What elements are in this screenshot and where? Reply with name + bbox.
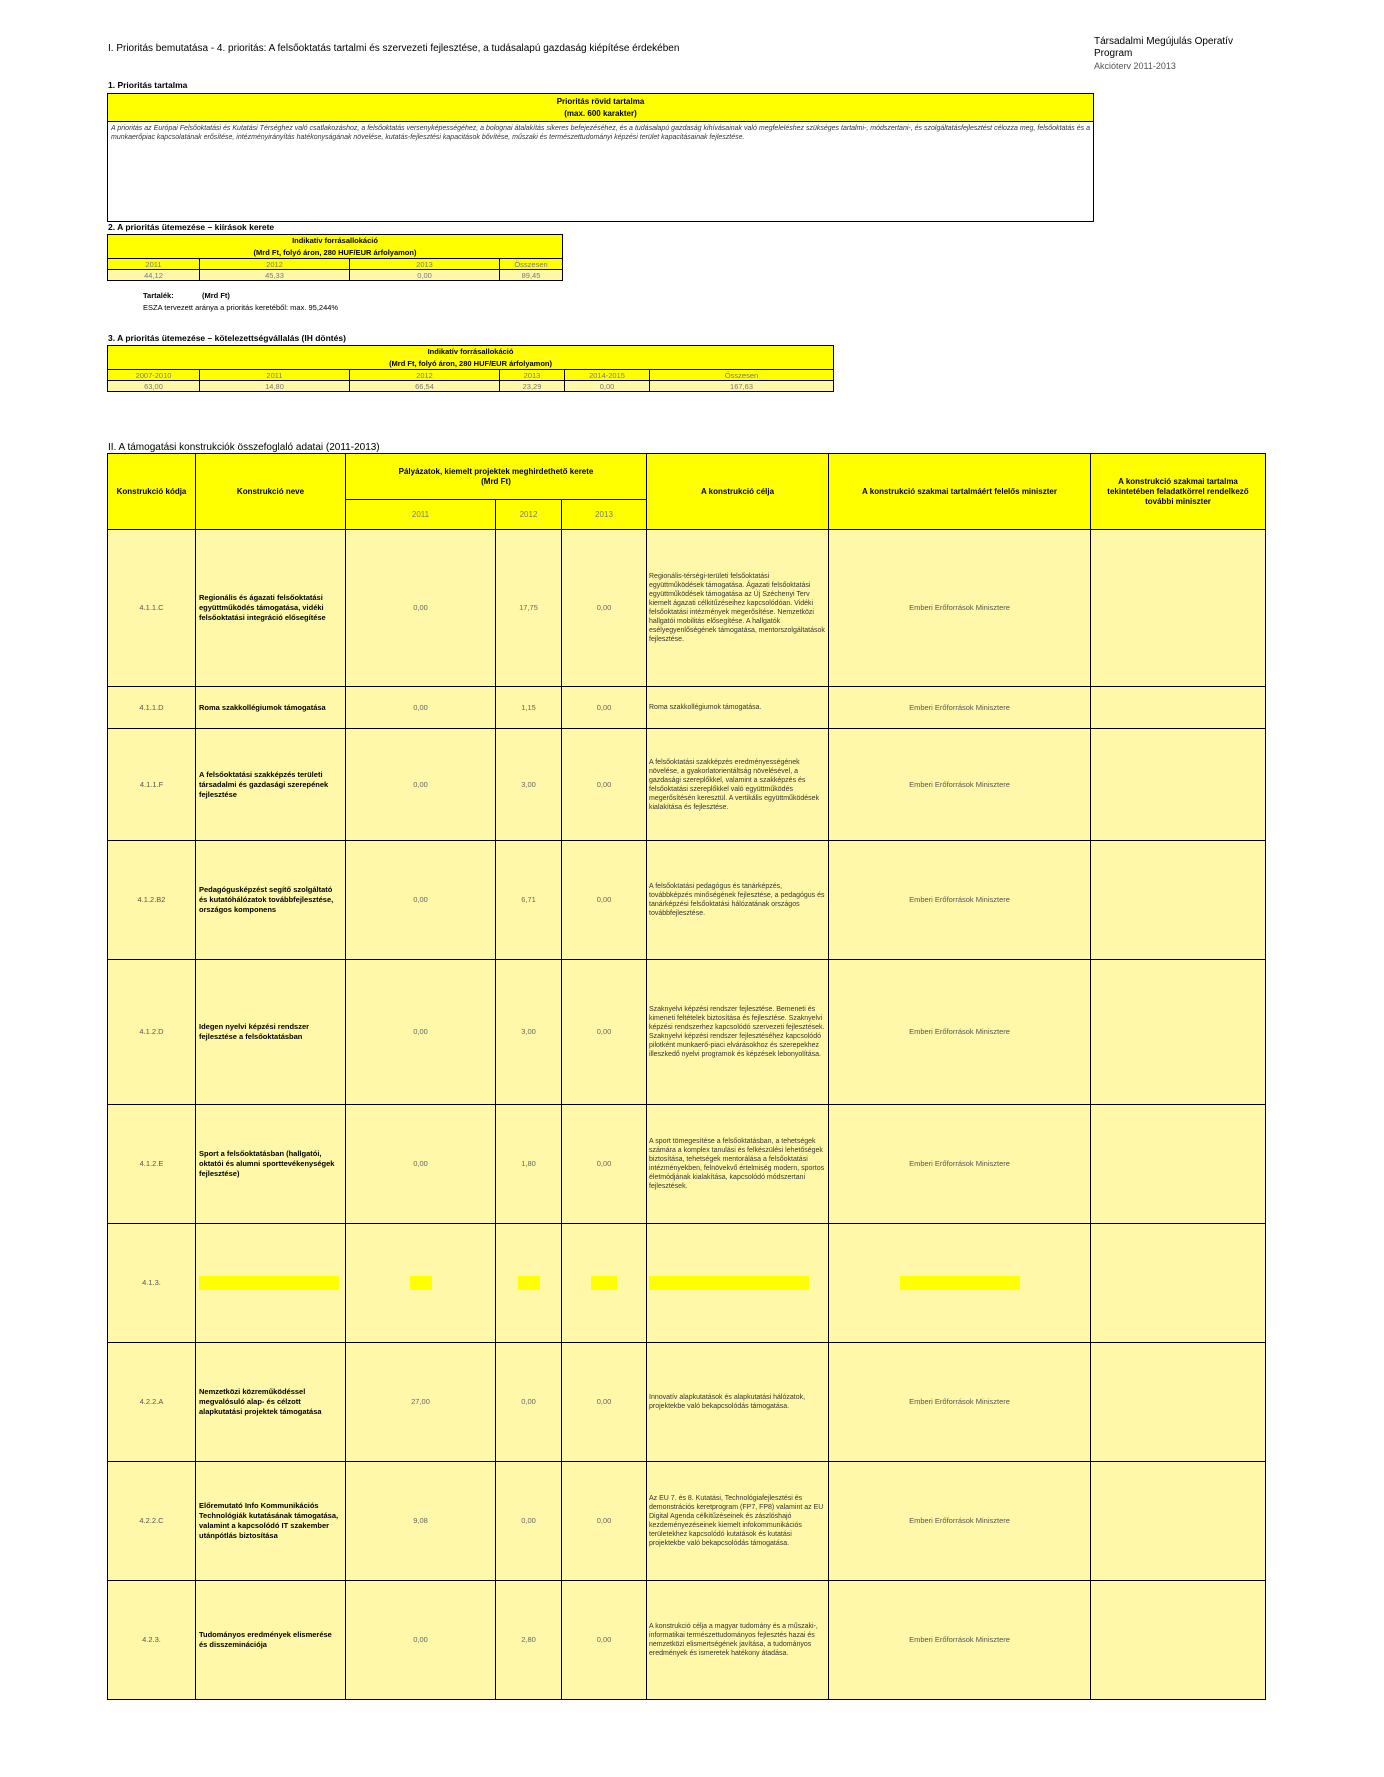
section2-value: 89,45 — [500, 270, 563, 281]
col-year-header: 2012 — [496, 500, 562, 530]
priority-content-box — [107, 93, 1094, 222]
code-cell: 4.2.3. — [108, 1581, 196, 1700]
table-row — [108, 1224, 1266, 1343]
section3-head1: Indikatív forrásallokáció — [108, 346, 834, 358]
value-2012-cell: 6,71 — [496, 841, 562, 960]
table-row — [108, 1581, 1266, 1700]
other-minister-cell — [1091, 687, 1266, 729]
value-2013-cell: 0,00 — [562, 1462, 647, 1581]
value-2012-cell: 0,00 — [496, 1343, 562, 1462]
value-2012-cell: 1,15 — [496, 687, 562, 729]
other-minister-cell — [1091, 530, 1266, 687]
priority-content-text: A prioritás az Európai Felsőoktatási és Kutatási Térséghez való csatlakozáshoz, a felsőoktatás versenyképességéhez, a bolognai átalakítás sikeres befejezéséhez, és a tudásalapú gazdaság kihívásainak való megfeleléshez szükséges tartalmi-, módszertani-, és szolgáltatásfejlesztést célozza meg, felsőoktatás és a munkaerőpiac kapcsolatának erősítése, intézményirányítás hatékonyságának növelése, kutatás-fejlesztési kapacitások bővítése, műszaki és természettudományi képzési terület kapacitásainak fejlesztése. — [111, 125, 1090, 141]
col-code-header: Konstrukció kódja — [108, 454, 196, 530]
minister-cell: Emberi Erőforrások Minisztere — [829, 530, 1091, 687]
value-2011-cell: 0,00 — [346, 1581, 496, 1700]
code-cell: 4.1.2.E — [108, 1105, 196, 1224]
section4-title: II. A támogatási konstrukciók összefoglaló adatai (2011-2013) — [108, 442, 380, 453]
table-row — [108, 1105, 1266, 1224]
other-minister-cell — [1091, 729, 1266, 841]
goal-cell: A konstrukció célja a magyar tudomány és a műszaki-, informatikai természettudományos fejlesztés hazai és nemzetközi elismertségének javítása, a tudományos eredmények és ismeretek hatékony átadása. — [647, 1581, 829, 1700]
other-minister-cell — [1091, 1462, 1266, 1581]
section3-table — [107, 345, 834, 392]
code-cell: 4.1.2.B2 — [108, 841, 196, 960]
value-2013-cell: 0,00 — [562, 530, 647, 687]
goal-cell: A sport tömegesítése a felsőoktatásban, a tehetségek számára a komplex tanulási és felkészülési lehetőségek biztosítása, tehetségek mentorálása a felsőoktatási intézményekben, felnövekvő értelmiség modern, sportos életmódjának kialakítása, kapcsolódó módszertani fejlesztések. — [647, 1105, 829, 1224]
value-2012-cell — [496, 1224, 562, 1343]
goal-cell: A felsőoktatási pedagógus és tanárképzés, továbbképzés minőségének fejlesztése, a pedagógus és tanárképzési felsőoktatási hálózatának országos továbbfejlesztése. — [647, 841, 829, 960]
minister-cell: Emberi Erőforrások Minisztere — [829, 1462, 1091, 1581]
goal-cell: Roma szakkollégiumok támogatása. — [647, 687, 829, 729]
table-row — [108, 841, 1266, 960]
priority-content-header — [108, 94, 1093, 122]
page-title: I. Prioritás bemutatása - 4. prioritás: A felsőoktatás tartalmi és szervezeti fejlesztése, a tudásalapú gazdaság kiépítése érdekében — [108, 43, 680, 54]
value-2012-cell: 3,00 — [496, 960, 562, 1105]
name-cell: Tudományos eredmények elismerése és disszeminációja — [196, 1581, 346, 1700]
value-2012-cell: 17,75 — [496, 530, 562, 687]
col-year-header: 2011 — [346, 500, 496, 530]
action-plan-label: Akcióterv 2011-2013 — [1094, 61, 1176, 71]
minister-cell: Emberi Erőforrások Minisztere — [829, 960, 1091, 1105]
table-row — [108, 530, 1266, 687]
section3-value: 63,00 — [108, 381, 200, 392]
minister-cell: Emberi Erőforrások Minisztere — [829, 1343, 1091, 1462]
value-2012-cell: 3,00 — [496, 729, 562, 841]
name-cell: Sport a felsőoktatásban (hallgatói, oktatói és alumni sporttevékenységek fejlesztése) — [196, 1105, 346, 1224]
code-cell: 4.2.2.C — [108, 1462, 196, 1581]
name-cell: Előremutató Info Kommunikációs Technológiák kutatásának támogatása, valamint a kapcsolódó IT szakember utánpótlás biztosítása — [196, 1462, 346, 1581]
code-cell: 4.1.1.D — [108, 687, 196, 729]
value-2013-cell: 0,00 — [562, 729, 647, 841]
value-2011-cell: 9,08 — [346, 1462, 496, 1581]
reserve-unit: (Mrd Ft) — [202, 291, 230, 300]
minister-cell: Emberi Erőforrások Minisztere — [829, 841, 1091, 960]
value-2013-cell: 0,00 — [562, 841, 647, 960]
value-2011-cell: 0,00 — [346, 841, 496, 960]
program-name-line2: Program — [1094, 48, 1133, 59]
code-cell: 4.1.3. — [108, 1224, 196, 1343]
value-2012-cell: 0,00 — [496, 1462, 562, 1581]
value-2011-cell: 27,00 — [346, 1343, 496, 1462]
section2-col: 2013 — [350, 259, 500, 270]
minister-cell — [829, 1224, 1091, 1343]
col-goal-header: A konstrukció célja — [647, 454, 829, 530]
value-2011-cell: 0,00 — [346, 530, 496, 687]
minister-cell: Emberi Erőforrások Minisztere — [829, 687, 1091, 729]
redaction-mark — [900, 1276, 1020, 1290]
col-minister-header: A konstrukció szakmai tartalmáért felelős miniszter — [829, 454, 1091, 530]
value-2013-cell: 0,00 — [562, 687, 647, 729]
other-minister-cell — [1091, 1224, 1266, 1343]
value-2012-cell: 2,80 — [496, 1581, 562, 1700]
code-cell: 4.1.1.F — [108, 729, 196, 841]
priority-content-header-line2: (max. 600 karakter) — [564, 109, 637, 118]
value-2013-cell: 0,00 — [562, 1581, 647, 1700]
other-minister-cell — [1091, 1581, 1266, 1700]
section2-col: 2011 — [108, 259, 200, 270]
name-cell: Regionális és ágazati felsőoktatási együttműködés támogatása, vidéki felsőoktatási integráció elősegítése — [196, 530, 346, 687]
name-cell: Idegen nyelvi képzési rendszer fejlesztése a felsőoktatásban — [196, 960, 346, 1105]
section3-col: 2007-2010 — [108, 370, 200, 381]
redaction-mark — [591, 1276, 617, 1290]
goal-cell: Az EU 7. és 8. Kutatási, Technológiafejlesztési és demonstrációs keretprogram (FP7, FP8) valamint az EU Digital Agenda célkitűzéseinek és zászlóshajó kezdeményezéseinek kiemelt infokommunikációs területekhez kapcsolódó kutatások és kutatási projektekbe való bekapcsolódás támogatása. — [647, 1462, 829, 1581]
table-row — [108, 1462, 1266, 1581]
value-2011-cell: 0,00 — [346, 729, 496, 841]
construction-table — [107, 453, 1266, 1700]
esza-ratio: ESZA tervezett aránya a prioritás keretéből: max. 95,244% — [143, 303, 339, 312]
value-2013-cell: 0,00 — [562, 1105, 647, 1224]
reserve-label: Tartalék: — [143, 291, 174, 300]
program-header — [1094, 36, 1233, 72]
value-2013-cell: 0,00 — [562, 960, 647, 1105]
section2-head1: Indikatív forrásallokáció — [108, 235, 563, 247]
col-budget-header-line2: (Mrd Ft) — [481, 476, 511, 486]
value-2012-cell: 1,80 — [496, 1105, 562, 1224]
section3-col: Összesen — [650, 370, 834, 381]
table-row — [108, 1343, 1266, 1462]
minister-cell: Emberi Erőforrások Minisztere — [829, 1105, 1091, 1224]
name-cell: Nemzetközi közreműködéssel megvalósuló alap- és célzott alapkutatási projektek támogatása — [196, 1343, 346, 1462]
section2-head2: (Mrd Ft, folyó áron, 280 HUF/EUR árfolyamon) — [108, 247, 563, 259]
section2-title: 2. A prioritás ütemezése – kiírások kerete — [108, 222, 275, 232]
goal-cell: Innovatív alapkutatások és alapkutatási hálózatok, projektekbe való bekapcsolódás támogatása. — [647, 1343, 829, 1462]
section2-table — [107, 234, 563, 281]
section1-title: 1. Prioritás tartalma — [108, 80, 188, 90]
name-cell: Pedagógusképzést segítő szolgáltató és kutatóhálózatok továbbfejlesztése, országos komponens — [196, 841, 346, 960]
section3-value: 167,63 — [650, 381, 834, 392]
col-name-header: Konstrukció neve — [196, 454, 346, 530]
section2-value: 0,00 — [350, 270, 500, 281]
section3-value: 66,54 — [350, 381, 500, 392]
section3-col: 2012 — [350, 370, 500, 381]
redaction-mark — [518, 1276, 540, 1290]
section3-value: 14,80 — [200, 381, 350, 392]
col-year-header: 2013 — [562, 500, 647, 530]
section2-col: 2012 — [200, 259, 350, 270]
table-row — [108, 687, 1266, 729]
section3-value: 0,00 — [565, 381, 650, 392]
redaction-mark — [649, 1276, 809, 1290]
col-budget-header-line1: Pályázatok, kiemelt projektek meghirdethető kerete — [398, 466, 594, 476]
code-cell: 4.2.2.A — [108, 1343, 196, 1462]
section3-head2: (Mrd Ft, folyó áron, 280 HUF/EUR árfolyamon) — [108, 358, 834, 370]
minister-cell: Emberi Erőforrások Minisztere — [829, 1581, 1091, 1700]
code-cell: 4.1.2.D — [108, 960, 196, 1105]
name-cell: Roma szakkollégiumok támogatása — [196, 687, 346, 729]
table-row — [108, 960, 1266, 1105]
section3-value: 23,29 — [500, 381, 565, 392]
col-budget-header — [346, 454, 647, 500]
goal-cell — [647, 1224, 829, 1343]
name-cell — [196, 1224, 346, 1343]
goal-cell: Regionális-térségi-területi felsőoktatási együttműködések támogatása. Ágazati felsőoktatási együttműködések támogatása az Új Széchenyi Terv kiemelt ágazati célkitűzéseihez kapcsolódóan. Vidéki felsőoktatási intézmények megerősítése. Nemzetközi hallgatói mobilitás elősegítése. A hallgatók esélyegyenlőségének támogatása, mentorszolgáltatások fejlesztése. — [647, 530, 829, 687]
redaction-mark — [410, 1276, 432, 1290]
goal-cell: Szaknyelvi képzési rendszer fejlesztése. Bemeneti és kimeneti feltételek biztosítása és fejlesztése. Szaknyelvi képzési rendszerhez kapcsolódó szervezeti fejlesztések. Szaknyelvi képzési rendszer fejlesztéséhez kapcsolódó pilotként munkaerő-piaci elvárásokhoz és szerepekhez illeszkedő nyelvi programok és képzések lebonyolítása. — [647, 960, 829, 1105]
other-minister-cell — [1091, 841, 1266, 960]
other-minister-cell — [1091, 1105, 1266, 1224]
value-2011-cell — [346, 1224, 496, 1343]
value-2013-cell — [562, 1224, 647, 1343]
value-2011-cell: 0,00 — [346, 960, 496, 1105]
table-row — [108, 729, 1266, 841]
code-cell: 4.1.1.C — [108, 530, 196, 687]
section3-col: 2011 — [200, 370, 350, 381]
program-name-line1: Társadalmi Megújulás Operatív — [1094, 36, 1233, 47]
section3-col: 2014-2015 — [565, 370, 650, 381]
minister-cell: Emberi Erőforrások Minisztere — [829, 729, 1091, 841]
section2-value: 44,12 — [108, 270, 200, 281]
value-2011-cell: 0,00 — [346, 687, 496, 729]
name-cell: A felsőoktatási szakképzés területi társadalmi és gazdasági szerepének fejlesztése — [196, 729, 346, 841]
redaction-mark — [199, 1276, 339, 1290]
section3-title: 3. A prioritás ütemezése – kötelezettségvállalás (IH döntés) — [108, 333, 346, 343]
section3-col: 2013 — [500, 370, 565, 381]
col-other-minister-header: A konstrukció szakmai tartalma tekintetében feladatkörrel rendelkező további miniszter — [1091, 454, 1266, 530]
value-2011-cell: 0,00 — [346, 1105, 496, 1224]
other-minister-cell — [1091, 1343, 1266, 1462]
section2-value: 45,33 — [200, 270, 350, 281]
value-2013-cell: 0,00 — [562, 1343, 647, 1462]
priority-content-header-line1: Prioritás rövid tartalma — [556, 97, 645, 106]
section2-col: Összesen — [500, 259, 563, 270]
goal-cell: A felsőoktatási szakképzés eredményességének növelése, a gyakorlatorientáltság növelésével, a gazdasági szereplőkkel, valamint a szakképzés és felsőoktatási szereplőkkel való együttműködés megerősítésén keresztül. A vertikális együttműködések kialakítása és fejlesztése. — [647, 729, 829, 841]
other-minister-cell — [1091, 960, 1266, 1105]
